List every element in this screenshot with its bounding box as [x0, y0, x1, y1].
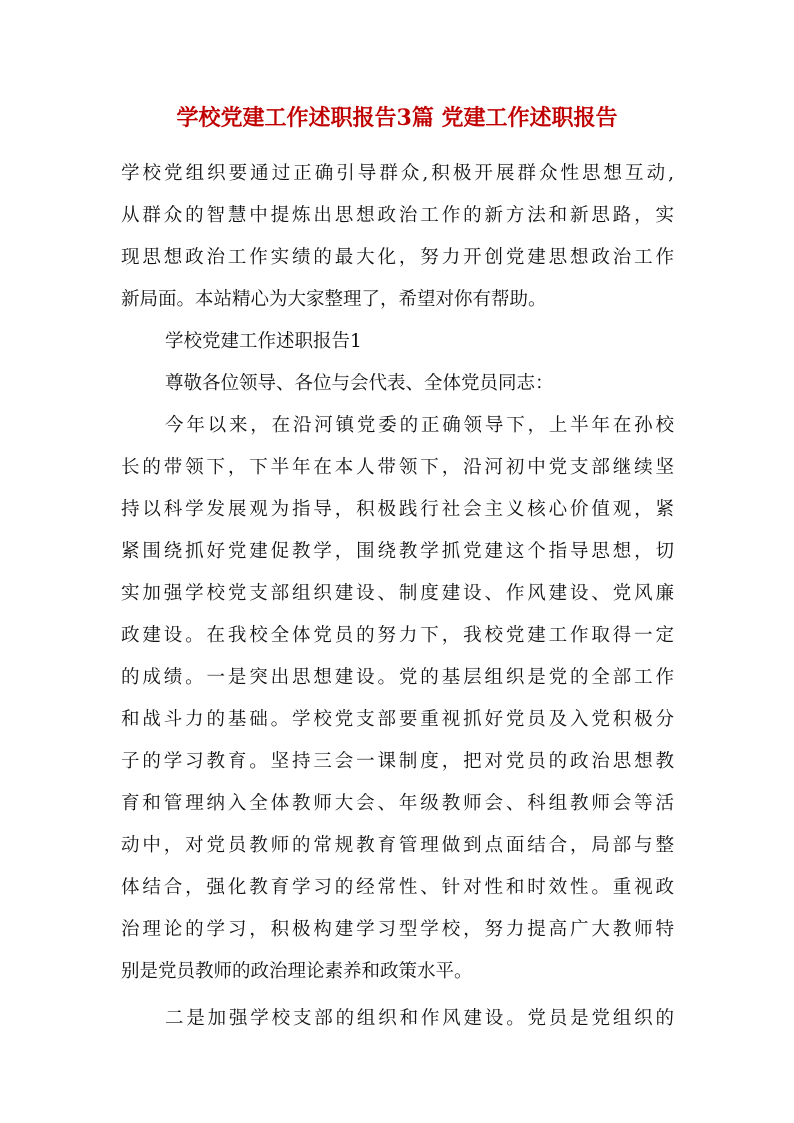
text-line: 持以科学发展观为指导，积极践行社会主义核心价值观，紧 — [121, 499, 674, 520]
text-line: 紧围绕抓好党建促教学，围绕教学抓党建这个指导思想，切 — [121, 541, 674, 562]
text-line: 子的学习教育。坚持三会一课制度，把对党员的政治思想教 — [121, 751, 674, 772]
text-line: 现思想政治工作实绩的最大化，努力开创党建思想政治工作 — [121, 247, 674, 268]
document-body — [121, 153, 674, 1040]
text-line: 学校党组织要通过正确引导群众,积极开展群众性思想互动, — [121, 163, 674, 184]
text-line: 育和管理纳入全体教师大会、年级教师会、科组教师会等活 — [121, 793, 674, 814]
text-line: 别是党员教师的政治理论素养和政策水平。 — [121, 961, 473, 982]
text-line: 体结合，强化教育学习的经常性、针对性和时效性。重视政 — [121, 877, 674, 898]
text-line: 长的带领下，下半年在本人带领下，沿河初中党支部继续坚 — [121, 457, 674, 478]
document-title: 学校党建工作述职报告3篇 党建工作述职报告 — [176, 105, 618, 131]
text-line: 的成绩。一是突出思想建设。党的基层组织是党的全部工作 — [121, 667, 674, 688]
text-line: 实加强学校党支部组织建设、制度建设、作风建设、党风廉 — [121, 583, 674, 604]
section-heading: 学校党建工作述职报告1 — [165, 331, 362, 352]
text-line: 二是加强学校支部的组织和作风建设。党员是党组织的 — [165, 1008, 674, 1029]
salutation: 尊敬各位领导、各位与会代表、全体党员同志： — [165, 373, 554, 394]
text-line: 和战斗力的基础。学校党支部要重视抓好党员及入党积极分 — [121, 709, 674, 730]
text-line: 从群众的智慧中提炼出思想政治工作的新方法和新思路，实 — [121, 205, 674, 226]
text-line: 动中，对党员教师的常规教育管理做到点面结合，局部与整 — [121, 835, 674, 856]
text-line: 治理论的学习，积极构建学习型学校，努力提高广大教师特 — [121, 919, 674, 940]
text-line: 政建设。在我校全体党员的努力下，我校党建工作取得一定 — [121, 625, 674, 646]
text-line: 新局面。本站精心为大家整理了，希望对你有帮助。 — [121, 289, 547, 310]
text-line: 今年以来，在沿河镇党委的正确领导下，上半年在孙校 — [165, 415, 674, 436]
